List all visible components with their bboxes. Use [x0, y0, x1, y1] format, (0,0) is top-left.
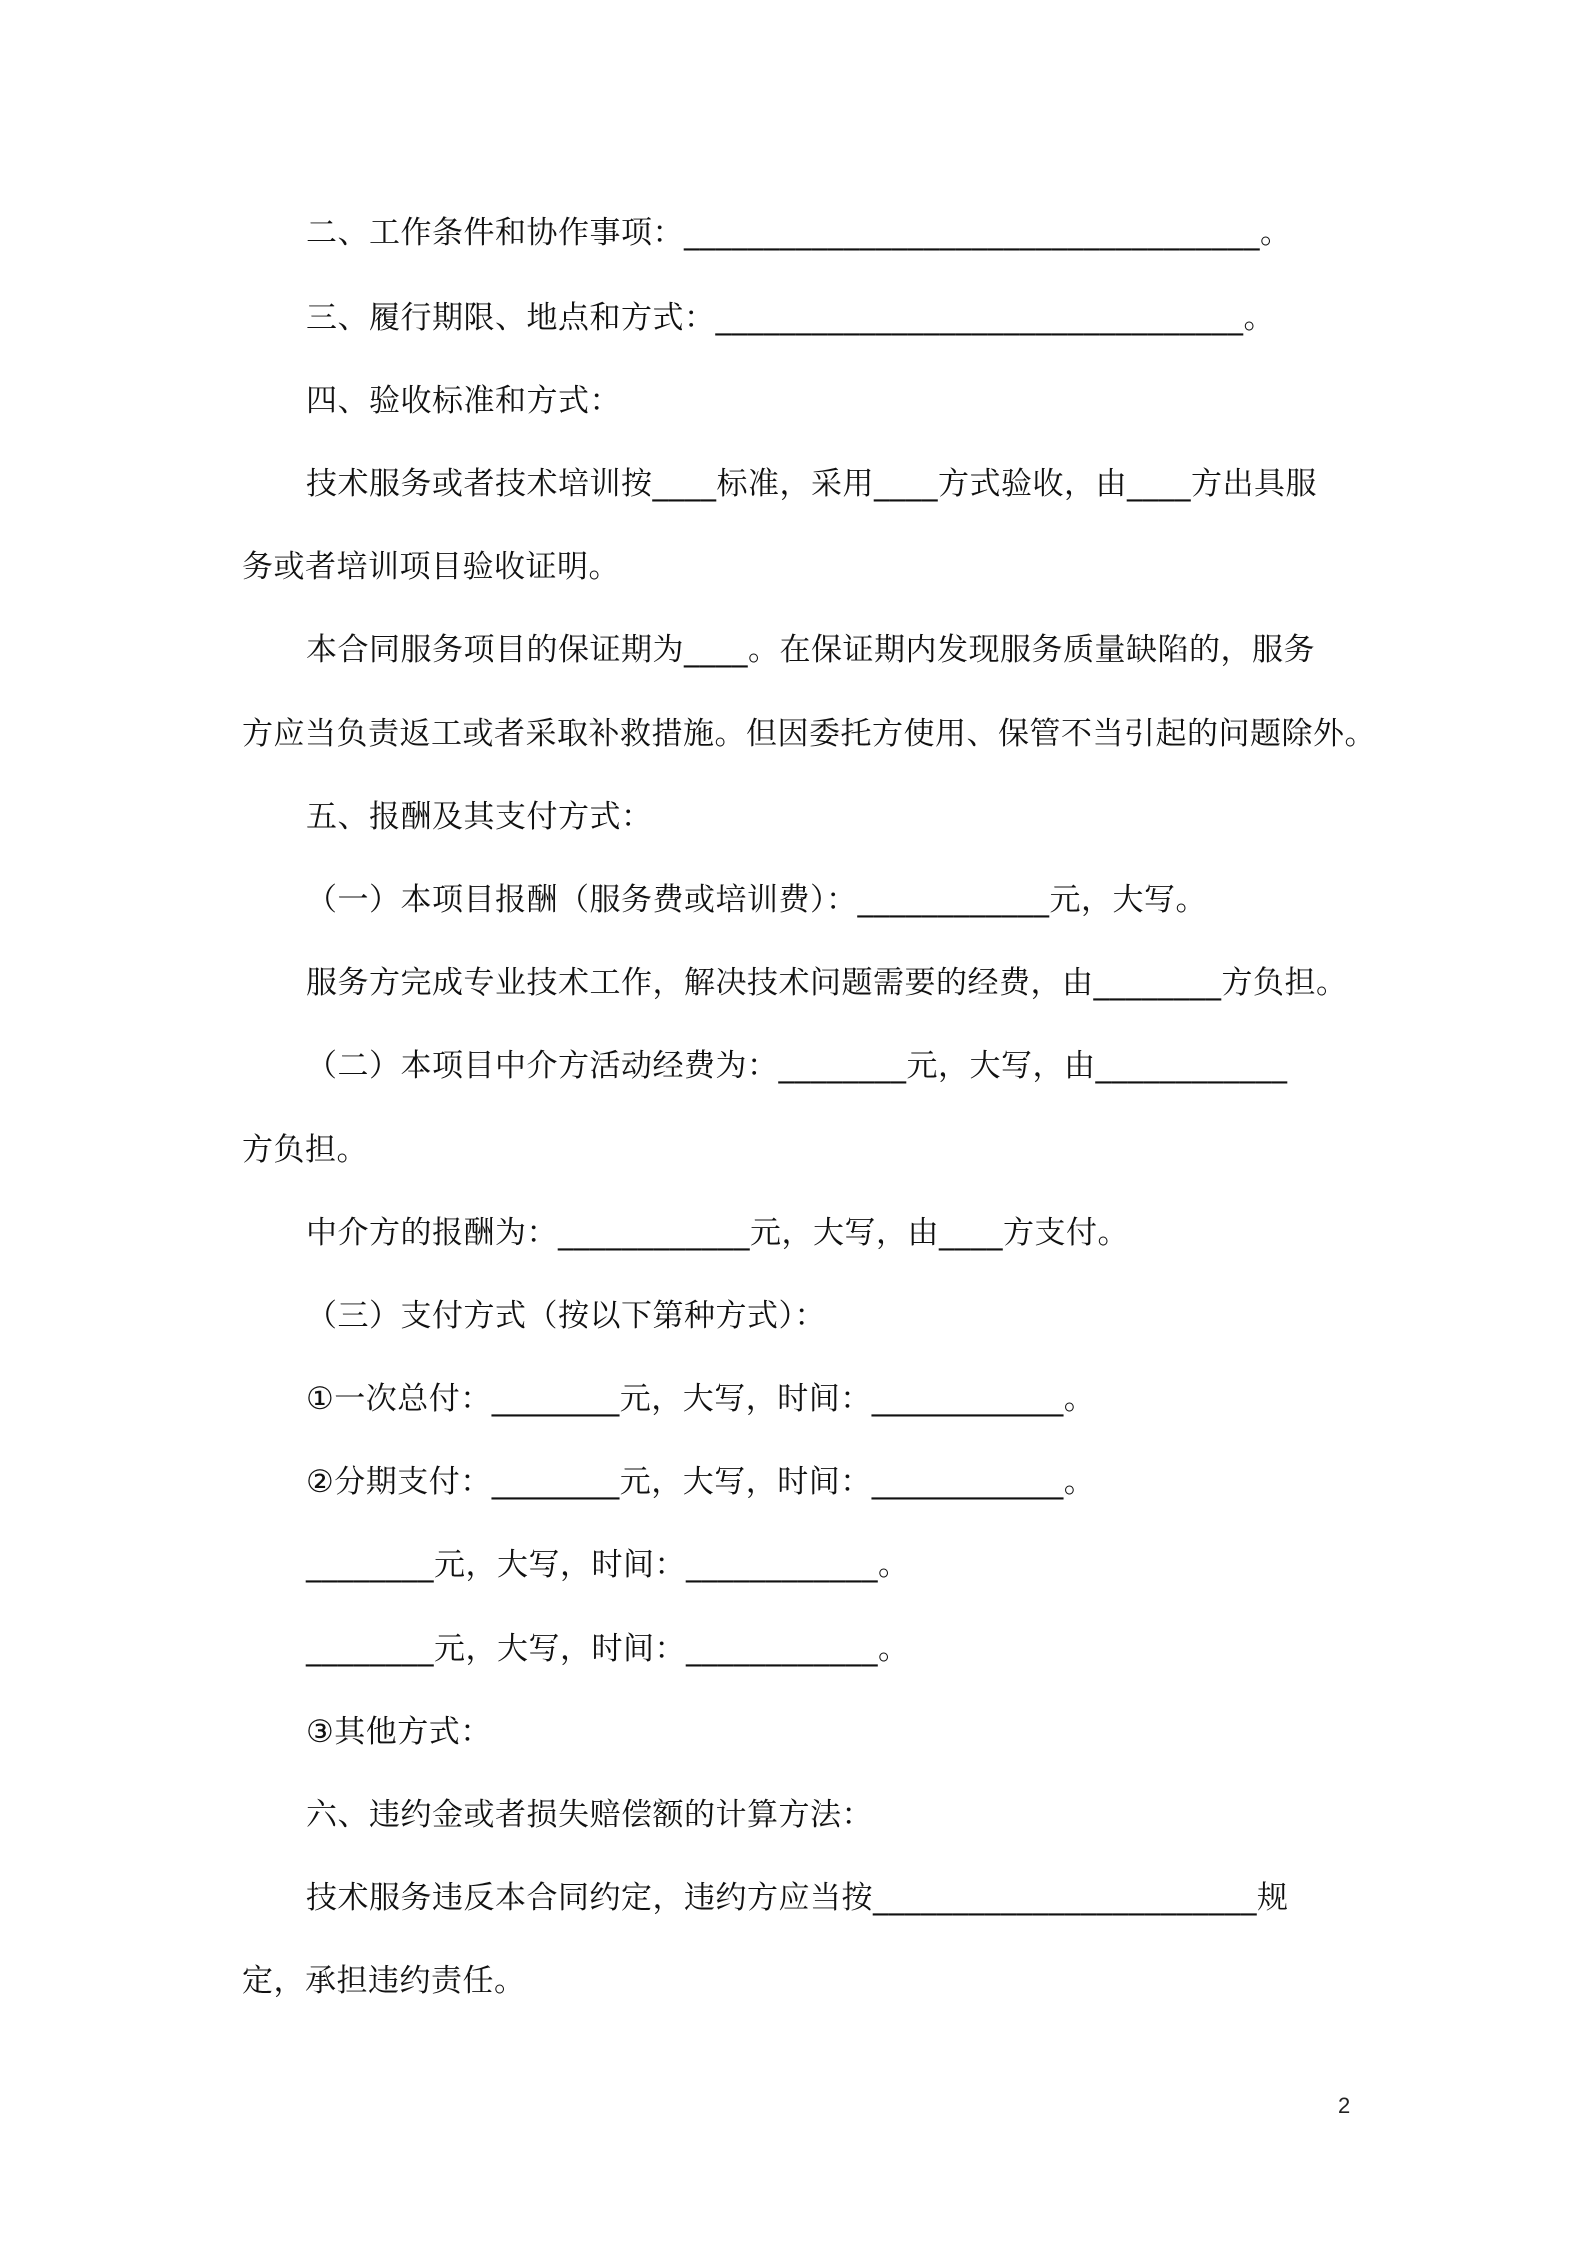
project-remuneration-line: （一）本项目报酬（服务费或培训费）：____________元，大写。	[306, 882, 1207, 918]
acceptance-standard-line-1: 技术服务或者技术培训按____标准，采用____方式验收，由____方出具服	[306, 466, 1317, 502]
technical-expenses-line: 服务方完成专业技术工作，解决技术问题需要的经费，由________方负担。	[306, 965, 1348, 1001]
clause-six-heading: 六、违约金或者损失赔偿额的计算方法：	[306, 1797, 873, 1833]
intermediary-remuneration-line: 中介方的报酬为：____________元，大写，由____方支付。	[306, 1215, 1129, 1251]
payment-method-heading: （三）支付方式（按以下第种方式）：	[306, 1298, 826, 1334]
warranty-line-1: 本合同服务项目的保证期为____。在保证期内发现服务质量缺陷的，服务	[306, 632, 1315, 668]
clause-four-heading: 四、验收标准和方式：	[306, 383, 621, 419]
intermediary-expenses-line-2: 方负担。	[242, 1132, 368, 1168]
intermediary-expenses-line-1: （二）本项目中介方活动经费为：________元，大写，由____________	[306, 1048, 1288, 1084]
breach-liability-line-1: 技术服务违反本合同约定，违约方应当按________________________规	[306, 1880, 1289, 1916]
clause-five-heading: 五、报酬及其支付方式：	[306, 799, 653, 835]
breach-liability-line-2: 定，承担违约责任。	[242, 1963, 526, 1999]
lump-sum-payment-line: ①一次总付：________元，大写，时间：____________。	[306, 1381, 1096, 1417]
installment-payment-line-2: ________元，大写，时间：____________。	[306, 1547, 910, 1583]
installment-payment-line-1: ②分期支付：________元，大写，时间：____________。	[306, 1464, 1096, 1500]
clause-two-working-conditions: 二、工作条件和协作事项：____________________________________。	[306, 215, 1292, 251]
acceptance-standard-line-2: 务或者培训项目验收证明。	[242, 549, 620, 585]
clause-three-performance-term: 三、履行期限、地点和方式：_________________________________。	[306, 300, 1275, 336]
installment-payment-line-3: ________元，大写，时间：____________。	[306, 1631, 910, 1667]
warranty-line-2: 方应当负责返工或者采取补救措施。但因委托方使用、保管不当引起的问题除外。	[242, 716, 1376, 752]
page-number: 2	[1338, 2093, 1351, 2118]
other-payment-method-line: ③其他方式：	[306, 1714, 492, 1750]
